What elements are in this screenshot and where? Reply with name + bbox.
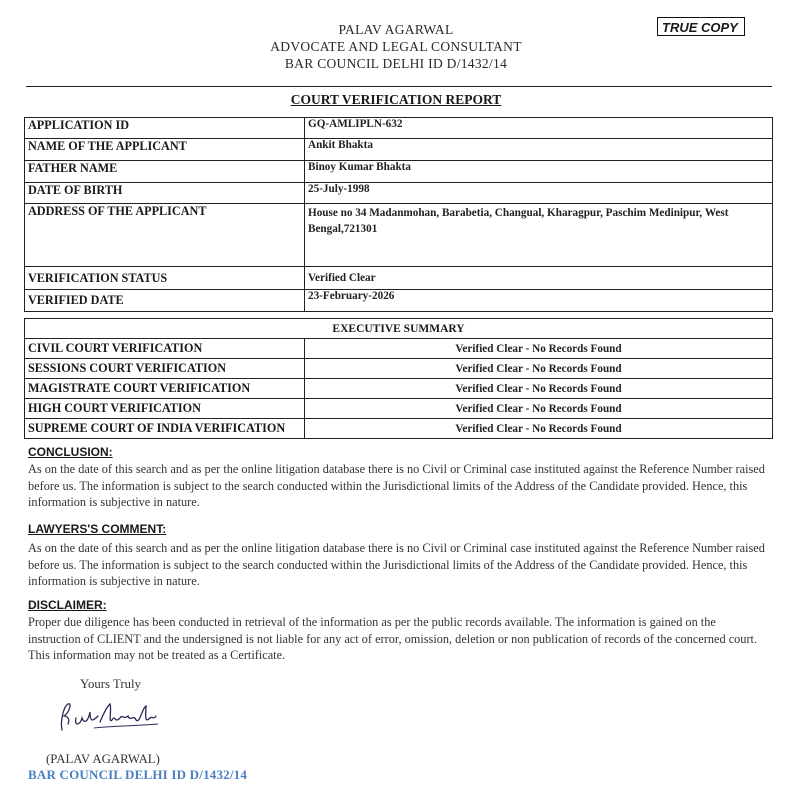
table-row xyxy=(25,399,773,419)
disclaimer-heading: DISCLAIMER: xyxy=(28,598,107,612)
table-row xyxy=(25,139,773,161)
detail-label: ADDRESS OF THE APPLICANT xyxy=(25,204,305,267)
summary-label: HIGH COURT VERIFICATION xyxy=(25,399,305,419)
true-copy-stamp: TRUE COPY xyxy=(657,17,745,36)
closing-text: Yours Truly xyxy=(80,677,141,691)
detail-label: VERIFICATION STATUS xyxy=(25,267,305,290)
summary-value: Verified Clear - No Records Found xyxy=(305,399,773,419)
advocate-role: ADVOCATE AND LEGAL CONSULTANT xyxy=(270,39,522,54)
table-row xyxy=(25,359,773,379)
disclaimer-text: Proper due diligence has been conducted in retrieval of the information as per the public records available. The information is gained on the instruction of CLIENT and the undersigned is not liable for any act of error, omission, deletion or non publication of records of the concerned court. This information may not be treated as a Certificate. xyxy=(28,615,758,662)
detail-value: Ankit Bhakta xyxy=(305,139,773,161)
table-row xyxy=(25,118,773,139)
details-table xyxy=(24,117,773,312)
detail-value: House no 34 Madanmohan, Barabetia, Changual, Kharagpur, Paschim Medinipur, West Bengal,721301 xyxy=(305,204,773,267)
table-row xyxy=(25,290,773,312)
table-row xyxy=(25,379,773,399)
summary-label: SESSIONS COURT VERIFICATION xyxy=(25,359,305,379)
lawyers-comment-heading: LAWYERS'S COMMENT: xyxy=(28,522,167,536)
table-row xyxy=(25,183,773,204)
table-row xyxy=(25,267,773,290)
report-title: COURT VERIFICATION REPORT xyxy=(290,92,502,107)
table-row xyxy=(25,339,773,359)
detail-value: GQ-AMLIPLN-632 xyxy=(305,118,773,139)
detail-value: Binoy Kumar Bhakta xyxy=(305,161,773,183)
detail-value: 23-February-2026 xyxy=(305,290,773,312)
table-row xyxy=(25,419,773,439)
summary-value: Verified Clear - No Records Found xyxy=(305,419,773,439)
executive-summary-table xyxy=(24,318,773,439)
advocate-bar-id: BAR COUNCIL DELHI ID D/1432/14 xyxy=(284,56,508,71)
detail-label: DATE OF BIRTH xyxy=(25,183,305,204)
summary-label: SUPREME COURT OF INDIA VERIFICATION xyxy=(25,419,305,439)
header-divider xyxy=(26,86,772,87)
table-row xyxy=(25,161,773,183)
summary-value: Verified Clear - No Records Found xyxy=(305,339,773,359)
signatory-name: (PALAV AGARWAL) xyxy=(46,752,160,766)
detail-label: FATHER NAME xyxy=(25,161,305,183)
table-row xyxy=(25,204,773,267)
summary-value: Verified Clear - No Records Found xyxy=(305,359,773,379)
summary-label: CIVIL COURT VERIFICATION xyxy=(25,339,305,359)
signatory-bar-id: BAR COUNCIL DELHI ID D/1432/14 xyxy=(28,767,248,782)
summary-title-row xyxy=(25,319,773,339)
detail-label: NAME OF THE APPLICANT xyxy=(25,139,305,161)
summary-value: Verified Clear - No Records Found xyxy=(305,379,773,399)
signature xyxy=(54,698,164,738)
detail-value: Verified Clear xyxy=(305,267,773,290)
conclusion-heading: CONCLUSION: xyxy=(28,445,113,459)
summary-title: EXECUTIVE SUMMARY xyxy=(25,319,773,339)
advocate-name: PALAV AGARWAL xyxy=(338,22,454,37)
lawyers-comment-text: As on the date of this search and as per the online litigation database there is no Civil or Criminal case instituted against the Reference Number raised before us. The information is subject to the search conducted within the Jurisdictional limits of the Address of the Candidate provided. Hence, this information is subjective in nature. xyxy=(28,541,765,588)
detail-label: VERIFIED DATE xyxy=(25,290,305,312)
detail-label: APPLICATION ID xyxy=(25,118,305,139)
conclusion-text: As on the date of this search and as per the online litigation database there is no Civil or Criminal case instituted against the Reference Number raised before us. The information is subject to the search conducted within the Jurisdictional limits of the Address of the Candidate provided. Hence, this information is subjective in nature. xyxy=(28,462,765,509)
detail-value: 25-July-1998 xyxy=(305,183,773,204)
summary-label: MAGISTRATE COURT VERIFICATION xyxy=(25,379,305,399)
